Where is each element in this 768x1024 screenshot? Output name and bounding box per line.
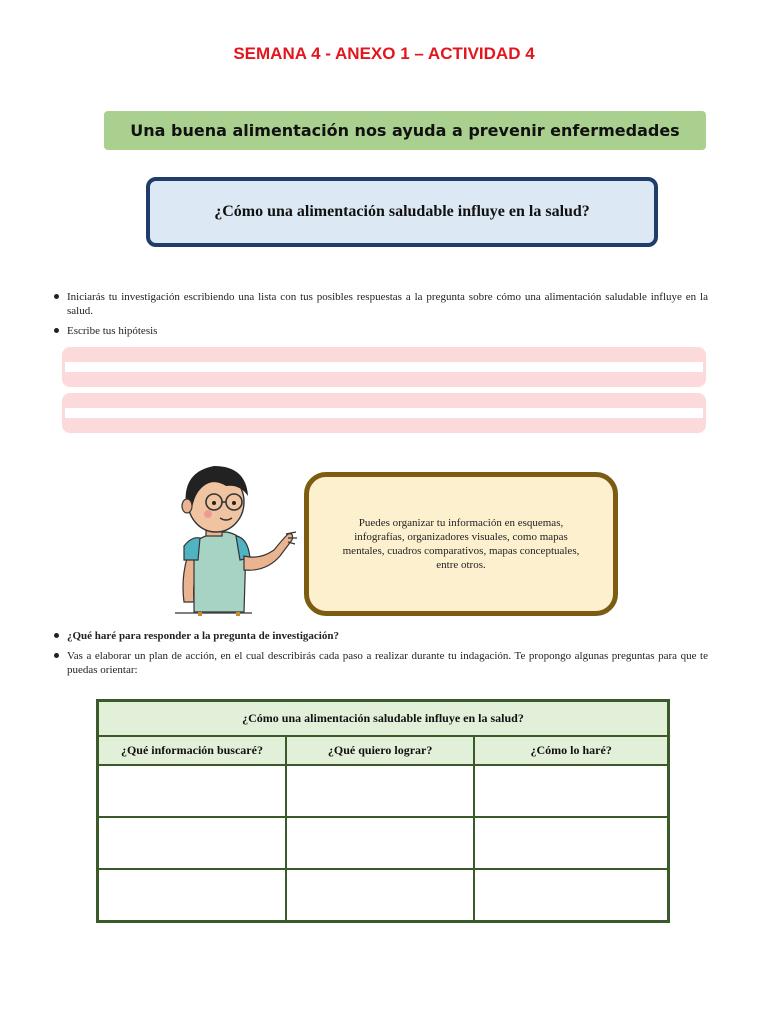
- table-cell[interactable]: [98, 765, 286, 817]
- column-header-method: ¿Cómo lo haré?: [474, 736, 668, 765]
- bullet-dot: [54, 294, 59, 299]
- bullet-plan-question-text: ¿Qué haré para responder a la pregunta de investigación?: [67, 630, 339, 642]
- table-cell[interactable]: [474, 869, 668, 922]
- table-caption: ¿Cómo una alimentación saludable influye en la salud?: [98, 701, 669, 737]
- table-cell[interactable]: [474, 765, 668, 817]
- table-cell[interactable]: [98, 869, 286, 922]
- page-title: SEMANA 4 - ANEXO 1 – ACTIVIDAD 4: [233, 44, 535, 63]
- table-row: [98, 765, 669, 817]
- column-header-goal: ¿Qué quiero lograr?: [286, 736, 474, 765]
- bullet-dot: [54, 328, 59, 333]
- bullet-dot: [54, 633, 59, 638]
- bullet-intro: [54, 290, 708, 320]
- bullet-plan-desc: [54, 649, 708, 679]
- table-cell[interactable]: [98, 817, 286, 869]
- table-row: [98, 869, 669, 922]
- bullet-intro-text: Iniciarás tu investigación escribiendo una lista con tus posibles respuestas a la pregunta sobre cómo una alimentación saludable influye en la salud.: [67, 291, 708, 317]
- hypothesis-field-1[interactable]: [62, 347, 706, 387]
- research-question-box: ¿Cómo una alimentación saludable influye en la salud?: [146, 177, 658, 247]
- topic-banner: Una buena alimentación nos ayuda a prevenir enfermedades: [104, 111, 706, 150]
- table-cell[interactable]: [286, 765, 474, 817]
- action-plan-table: [96, 699, 670, 923]
- bullet-hypothesis: [54, 324, 708, 340]
- bullet-dot: [54, 653, 59, 658]
- bullet-hypothesis-text: Escribe tus hipótesis: [67, 325, 158, 337]
- column-header-information: ¿Qué información buscaré?: [98, 736, 286, 765]
- table-cell[interactable]: [286, 817, 474, 869]
- child-illustration: [170, 462, 300, 616]
- tip-text: Puedes organizar tu información en esquemas, infografías, organizadores visuales, como mapas mentales, cuadros comparativos, mapas conceptuales, entre otros.: [342, 517, 580, 571]
- table-cell[interactable]: [286, 869, 474, 922]
- bullet-plan-desc-text: Vas a elaborar un plan de acción, en el cual describirás cada paso a realizar durante tu indagación. Te propongo algunas preguntas para que te puedas orientar:: [67, 650, 708, 676]
- bullet-plan-question: [54, 629, 708, 645]
- table-row: [98, 817, 669, 869]
- boy-icon: [175, 466, 297, 616]
- tip-callout: [304, 472, 618, 616]
- table-cell[interactable]: [474, 817, 668, 869]
- hypothesis-field-2[interactable]: [62, 393, 706, 433]
